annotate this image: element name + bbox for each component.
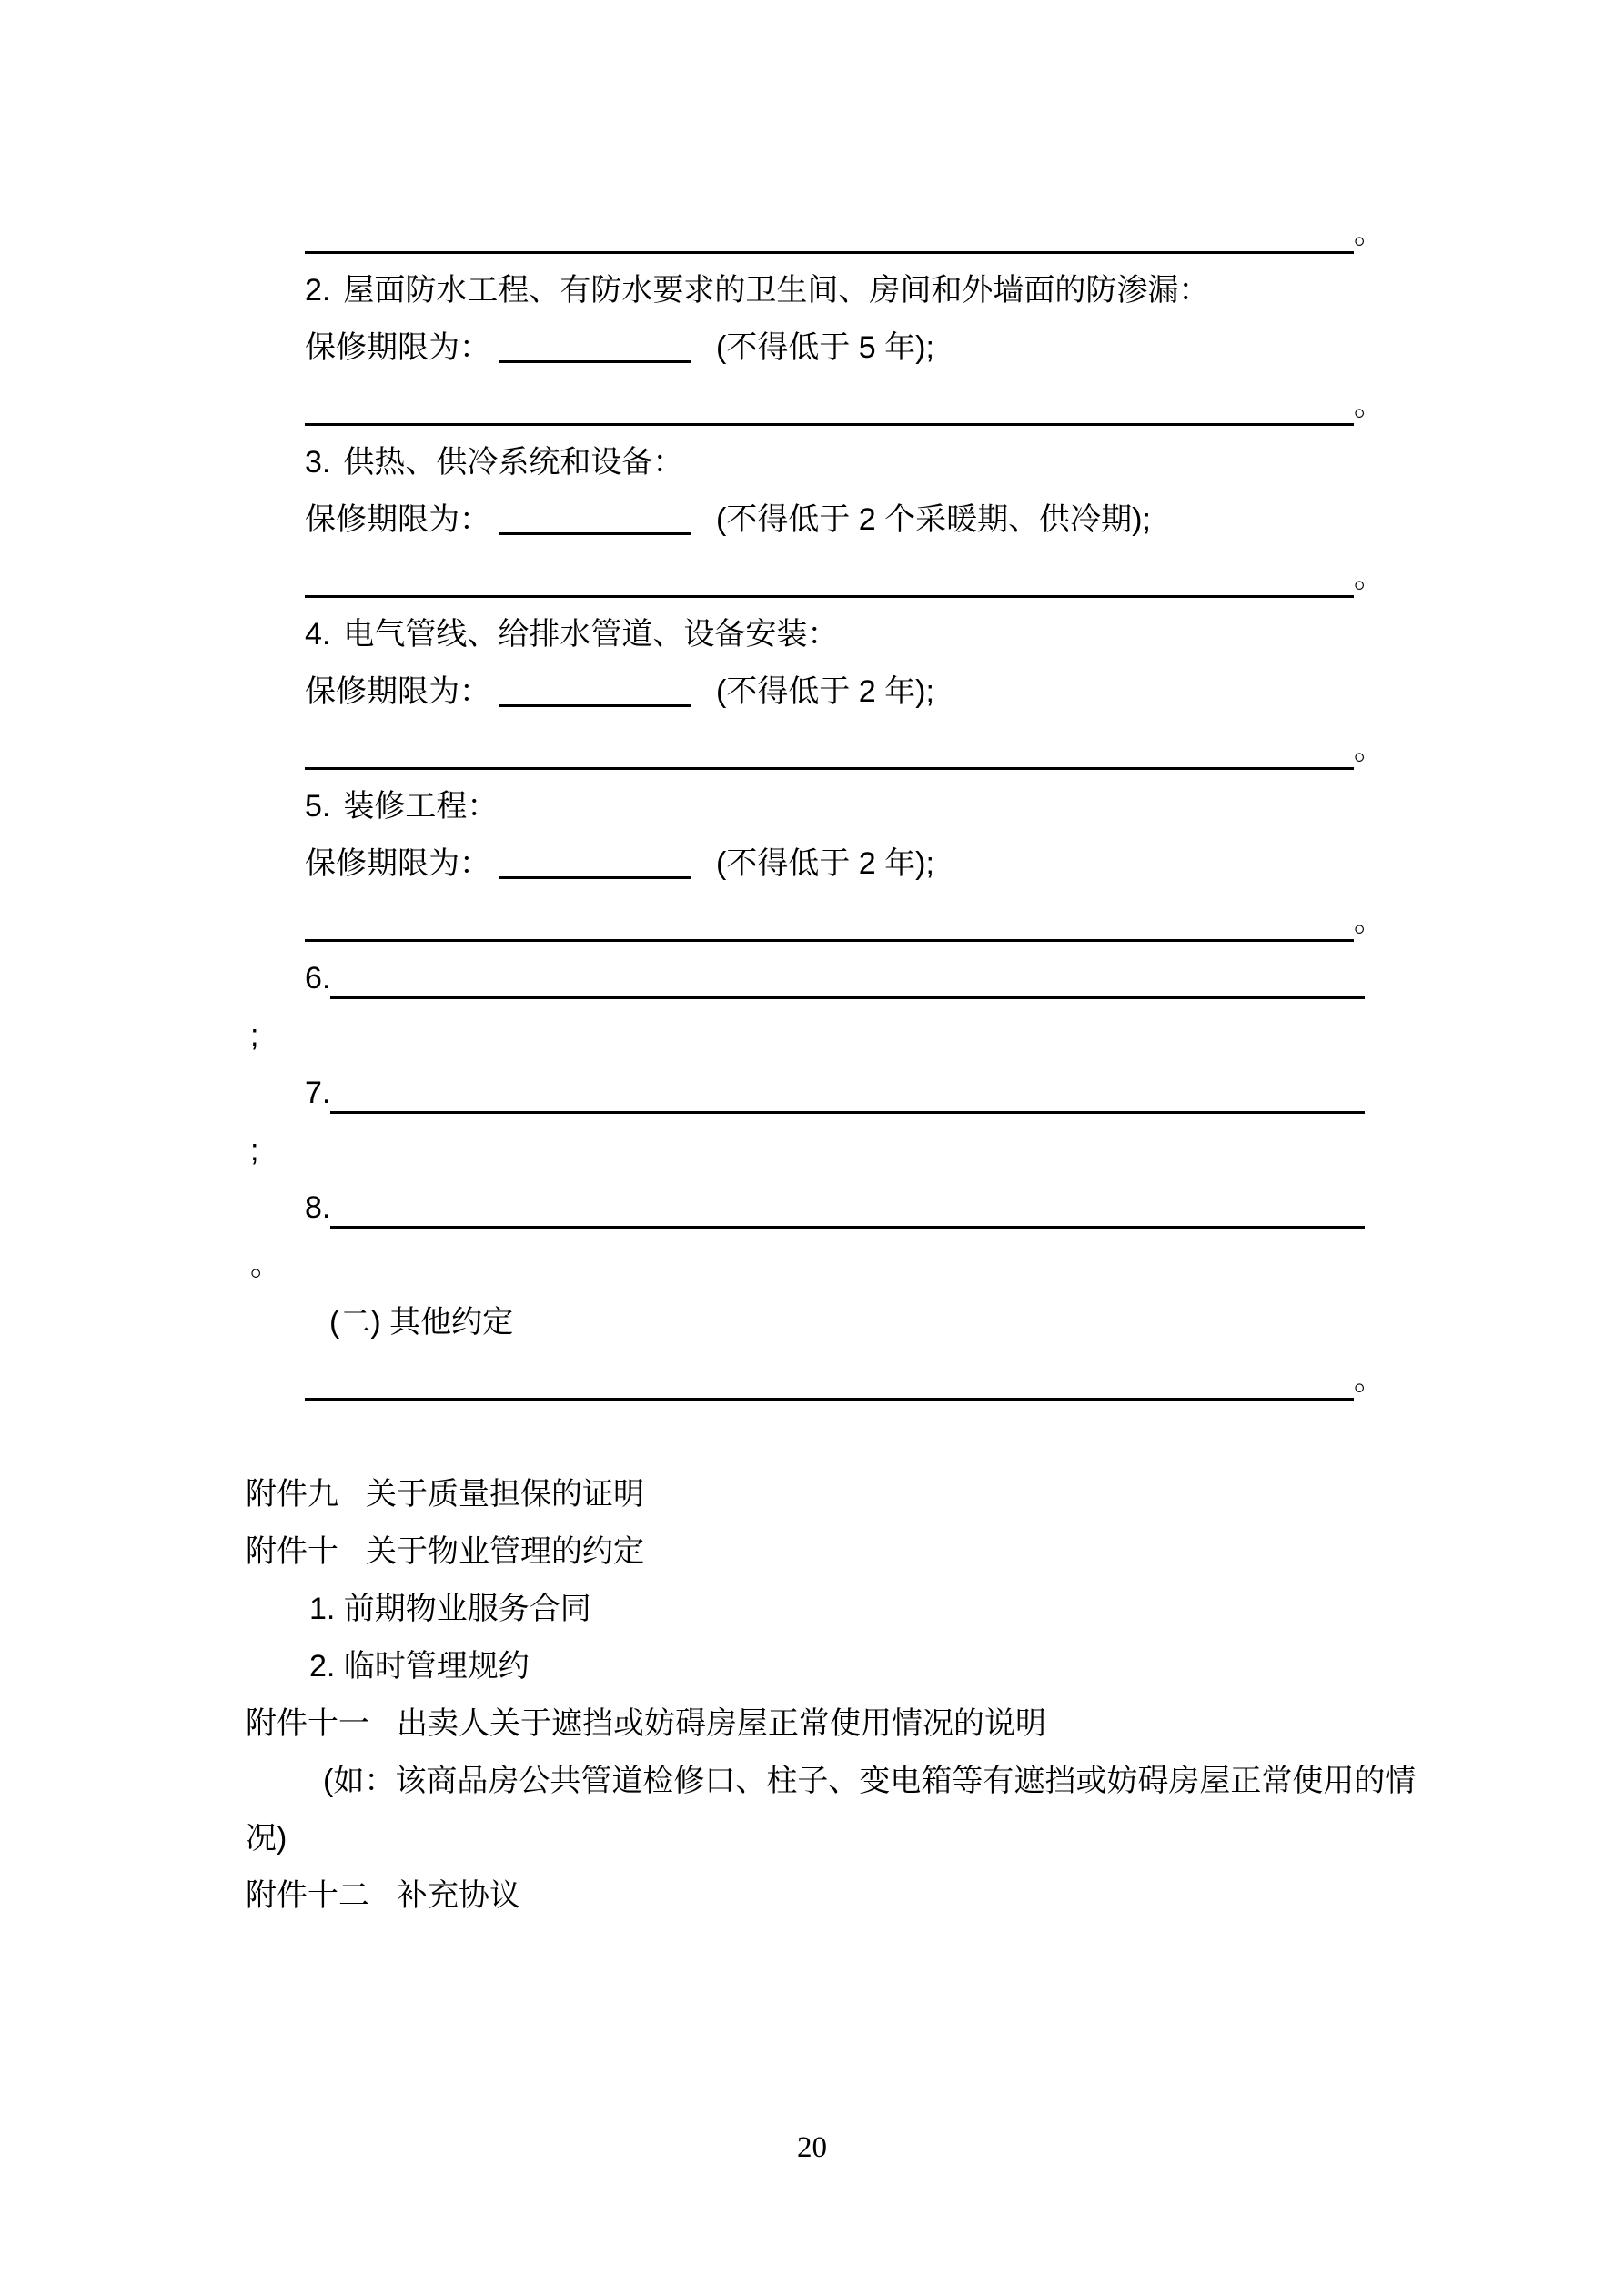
item-number: 2. xyxy=(305,273,331,308)
subitem-text: 1. 前期物业服务合同 xyxy=(309,1592,591,1626)
attachment-label: 附件十一 xyxy=(246,1706,369,1741)
warranty-constraint: (不得低于 2 个采暖期、供冷期); xyxy=(716,502,1151,537)
warranty-period-line xyxy=(246,491,1385,549)
wrapped-punctuation xyxy=(246,1237,1385,1294)
attachment-note xyxy=(246,1753,1417,1810)
attachment-subitem xyxy=(246,1638,1385,1695)
blank-underline xyxy=(499,666,691,707)
blank-underline xyxy=(499,838,691,879)
note-text: 况) xyxy=(246,1821,287,1856)
fill-in-line xyxy=(246,377,1385,434)
punctuation-mark: ; xyxy=(250,1018,259,1053)
warranty-label: 保修期限为： xyxy=(305,330,490,365)
attachment-label: 附件十 xyxy=(246,1534,338,1569)
blank-underline xyxy=(330,950,1365,999)
attachment-entry xyxy=(246,1523,1385,1581)
numbered-blank-line xyxy=(246,950,1385,1007)
blank-underline xyxy=(305,205,1354,254)
item-number: 6. xyxy=(305,961,331,996)
attachment-label: 附件十二 xyxy=(246,1878,369,1913)
warranty-constraint: (不得低于 5 年); xyxy=(716,330,934,365)
attachment-title: 补充协议 xyxy=(397,1878,520,1913)
other-provisions-heading xyxy=(246,1294,1385,1351)
warranty-constraint: (不得低于 2 年); xyxy=(716,674,934,709)
period-mark: 。 xyxy=(1354,732,1385,766)
period-mark: 。 xyxy=(1354,216,1385,250)
wrapped-punctuation xyxy=(246,1122,1385,1179)
item-text: 屋面防水工程、有防水要求的卫生间、房间和外墙面的防渗漏： xyxy=(343,273,1210,308)
attachment-entry xyxy=(246,1867,1385,1925)
warranty-label: 保修期限为： xyxy=(305,502,490,537)
item-number: 8. xyxy=(305,1190,331,1225)
blank-underline xyxy=(305,721,1354,770)
warranty-item-title xyxy=(246,778,1385,835)
fill-in-line xyxy=(246,205,1385,262)
wrapped-punctuation xyxy=(246,1007,1385,1065)
fill-in-line xyxy=(246,721,1385,778)
numbered-blank-line xyxy=(246,1065,1385,1122)
item-number: 5. xyxy=(305,789,331,824)
attachment-note xyxy=(246,1810,1385,1867)
period-mark: 。 xyxy=(1354,560,1385,594)
item-text: 装修工程： xyxy=(343,789,499,824)
document-content xyxy=(246,205,1417,1925)
punctuation-mark: ; xyxy=(250,1133,259,1168)
blank-underline xyxy=(499,322,691,363)
warranty-item-title xyxy=(246,434,1385,491)
blank-underline xyxy=(305,377,1354,426)
item-number: 4. xyxy=(305,617,331,652)
warranty-item-title xyxy=(246,606,1385,663)
item-number: 7. xyxy=(305,1076,331,1110)
attachment-label: 附件九 xyxy=(246,1477,338,1512)
warranty-item-title xyxy=(246,262,1385,319)
blank-underline xyxy=(305,893,1354,942)
period-mark: 。 xyxy=(1354,904,1385,938)
warranty-period-line xyxy=(246,663,1385,721)
blank-underline xyxy=(499,494,691,535)
warranty-constraint: (不得低于 2 年); xyxy=(716,846,934,881)
punctuation-mark: 。 xyxy=(250,1248,281,1282)
heading-text: (二) 其他约定 xyxy=(329,1305,514,1340)
warranty-period-line xyxy=(246,319,1385,377)
blank-underline xyxy=(305,1351,1354,1401)
blank-underline xyxy=(330,1179,1365,1229)
warranty-label: 保修期限为： xyxy=(305,846,490,881)
warranty-period-line xyxy=(246,835,1385,893)
attachment-title: 关于物业管理的约定 xyxy=(366,1534,644,1569)
numbered-blank-line xyxy=(246,1179,1385,1237)
attachment-entry xyxy=(246,1466,1385,1523)
period-mark: 。 xyxy=(1354,1362,1385,1397)
fill-in-line xyxy=(246,893,1385,950)
page-number: 20 xyxy=(797,2131,827,2164)
period-mark: 。 xyxy=(1354,388,1385,422)
item-text: 电气管线、给排水管道、设备安装： xyxy=(343,617,839,652)
subitem-text: 2. 临时管理规约 xyxy=(309,1649,530,1684)
item-text: 供热、供冷系统和设备： xyxy=(343,445,684,480)
blank-underline xyxy=(305,549,1354,598)
warranty-label: 保修期限为： xyxy=(305,674,490,709)
fill-in-line xyxy=(246,1351,1385,1409)
attachment-entry xyxy=(246,1695,1385,1753)
attachment-title: 出卖人关于遮挡或妨碍房屋正常使用情况的说明 xyxy=(397,1706,1046,1741)
blank-line xyxy=(246,1409,1385,1466)
attachment-title: 关于质量担保的证明 xyxy=(366,1477,644,1512)
note-text: (如：该商品房公共管道检修口、柱子、变电箱等有遮挡或妨碍房屋正常使用的情 xyxy=(323,1764,1417,1798)
item-number: 3. xyxy=(305,445,331,480)
attachment-subitem xyxy=(246,1581,1385,1638)
blank-underline xyxy=(330,1065,1365,1114)
fill-in-line xyxy=(246,549,1385,606)
